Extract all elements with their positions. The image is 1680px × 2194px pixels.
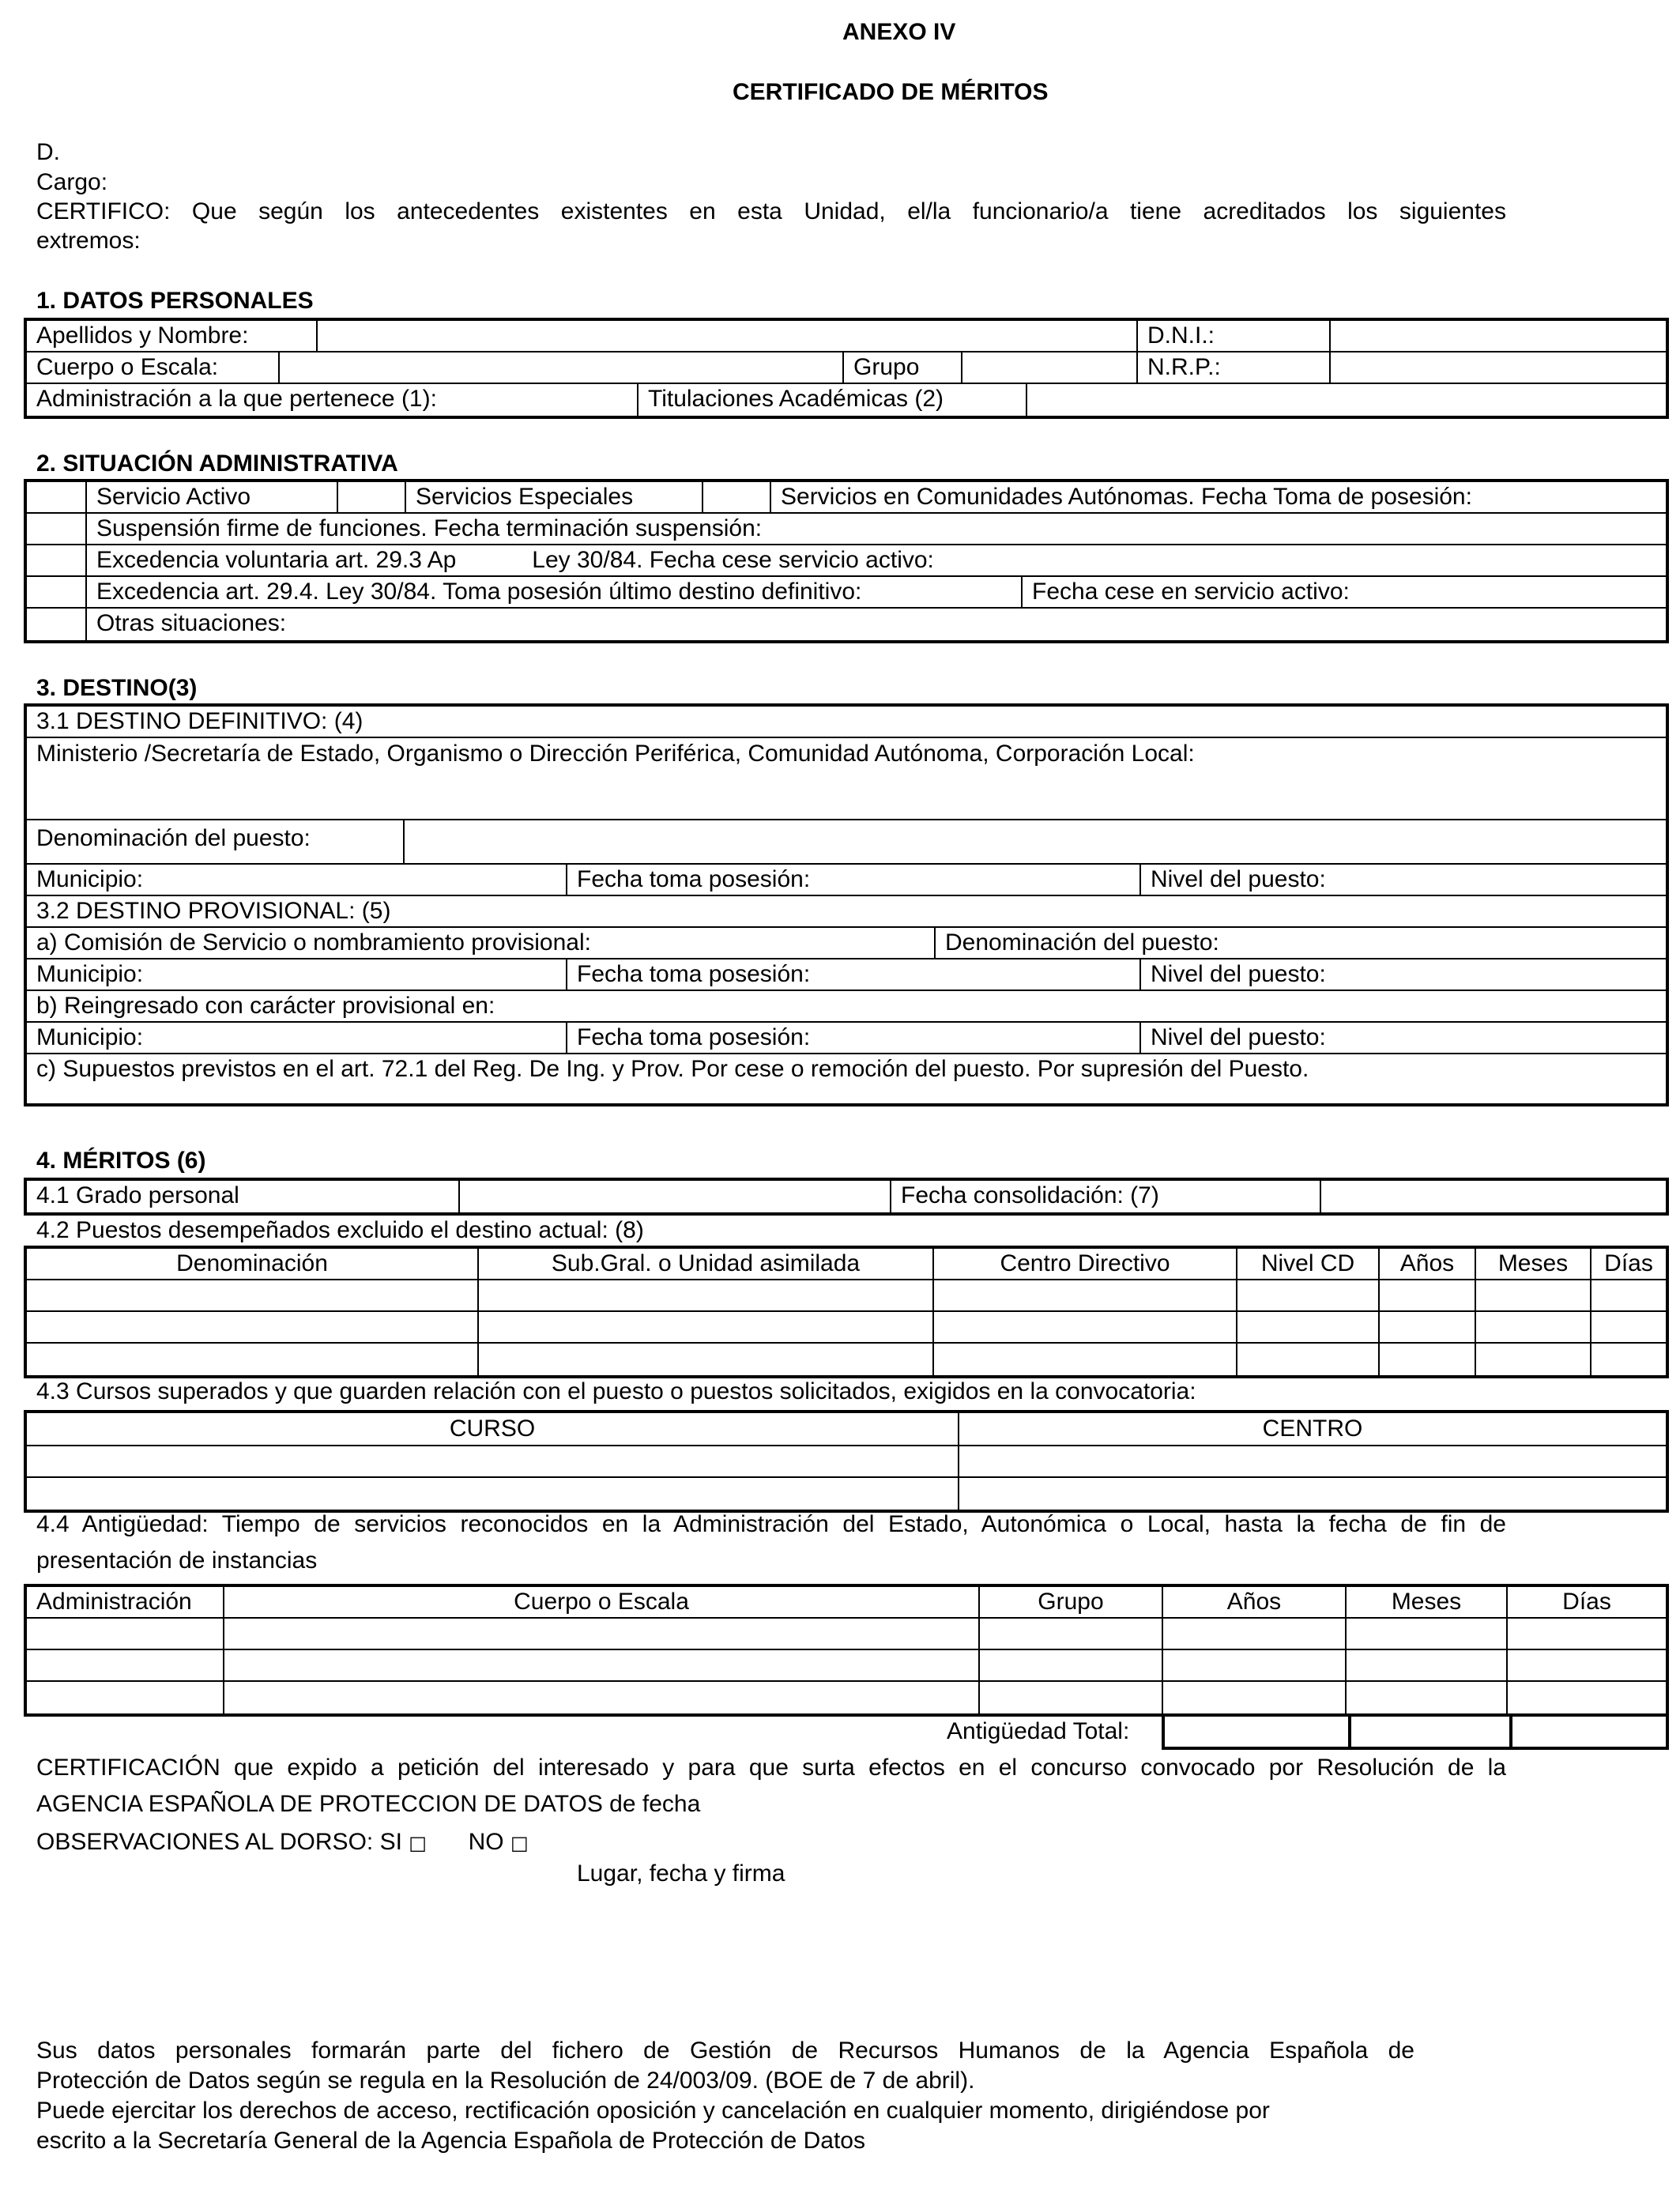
table-cell[interactable] (223, 1682, 978, 1713)
grado-personal-field[interactable] (458, 1181, 890, 1212)
table-cell[interactable] (27, 1478, 958, 1510)
table-cell[interactable] (1345, 1682, 1506, 1713)
column-header: Días (1506, 1587, 1666, 1617)
destino-table (24, 703, 1669, 1106)
fecha-cese-label: Fecha cese en servicio activo: (1021, 577, 1666, 607)
certificacion-text: CERTIFICACIÓN que expido a petición del interesado y para que surta efectos en el concurso convocado por Resolución de la (36, 1755, 1506, 1781)
table-cell[interactable] (1590, 1280, 1666, 1310)
table-cell[interactable] (1590, 1344, 1666, 1375)
puestos-desempenados-title: 4.2 Puestos desempeñados excluido el destino actual: (8) (36, 1217, 644, 1243)
fecha-consolidacion-field[interactable] (1320, 1181, 1666, 1212)
intro-certifico: CERTIFICO: Que según los antecedentes existentes en esta Unidad, el/la funcionario/a tiene acreditados los siguientes (36, 198, 1506, 224)
column-header: Grupo (978, 1587, 1162, 1617)
table-cell[interactable] (978, 1682, 1162, 1713)
fecha-toma-label: Fecha toma posesión: (566, 959, 1139, 990)
table-cell[interactable] (1378, 1344, 1475, 1375)
servicio-activo-label: Servicio Activo (85, 482, 337, 512)
servicios-ccaa-label: Servicios en Comunidades Autónomas. Fecha Toma de posesión: (770, 482, 1666, 512)
table-cell[interactable] (958, 1446, 1666, 1476)
section-3-heading: 3. DESTINO(3) (36, 675, 198, 701)
cuerpo-label: Cuerpo o Escala: (36, 354, 219, 380)
table-row (27, 1446, 1666, 1478)
column-header: Años (1162, 1587, 1345, 1617)
total-meses-field[interactable] (1348, 1717, 1512, 1747)
denominacion-definitivo-label: Denominación del puesto: (36, 825, 311, 851)
column-header: Años (1378, 1249, 1475, 1279)
table-cell[interactable] (1236, 1312, 1378, 1342)
servicio-activo-check[interactable] (27, 482, 85, 512)
excedencia-voluntaria-text-b: Ley 30/84. Fecha cese servicio activo: (532, 547, 934, 573)
observaciones-row (36, 1830, 529, 1854)
cursos-title: 4.3 Cursos superados y que guarden relación con el puesto o puestos solicitados, exigidos en la convocatoria: (36, 1378, 1196, 1404)
table-cell[interactable] (477, 1344, 932, 1375)
ministerio-label: Ministerio /Secretaría de Estado, Organismo o Dirección Periférica, Comunidad Autónoma, Corporación Local: (36, 741, 1195, 767)
nivel-puesto-label: Nivel del puesto: (1139, 865, 1666, 895)
table-cell[interactable] (1236, 1344, 1378, 1375)
municipio-label: Municipio: (36, 1024, 144, 1050)
table-cell[interactable] (1506, 1650, 1666, 1680)
table-cell[interactable] (932, 1280, 1236, 1310)
no-label: NO (468, 1829, 504, 1855)
destino-definitivo-label: 3.1 DESTINO DEFINITIVO: (4) (36, 708, 363, 734)
denominacion-definitivo-field[interactable] (403, 820, 1666, 863)
administracion-label: Administración a la que pertenece (1): (36, 386, 437, 412)
table-cell[interactable] (27, 1312, 477, 1342)
si-checkbox[interactable]: □ (409, 1832, 427, 1854)
table-cell[interactable] (477, 1280, 932, 1310)
puestos-desempenados-table (24, 1246, 1669, 1378)
certificacion-text-cont: AGENCIA ESPAÑOLA DE PROTECCION DE DATOS de fecha (36, 1791, 701, 1817)
excedencia-voluntaria-text-a: Excedencia voluntaria art. 29.3 Ap (96, 547, 457, 573)
fecha-toma-label: Fecha toma posesión: (566, 865, 1139, 895)
table-cell[interactable] (1345, 1619, 1506, 1649)
grupo-label: Grupo (842, 352, 961, 383)
table-cell[interactable] (1506, 1619, 1666, 1649)
column-header: Centro Directivo (932, 1249, 1236, 1279)
table-cell[interactable] (1475, 1312, 1590, 1342)
total-dias-field[interactable] (1509, 1717, 1666, 1747)
grupo-field[interactable] (961, 352, 1136, 383)
otras-situaciones-check[interactable] (27, 609, 85, 640)
excedencia-voluntaria-label (85, 545, 1666, 575)
reingresado-label: b) Reingresado con carácter provisional en: (36, 993, 495, 1019)
nivel-puesto-label: Nivel del puesto: (1139, 1023, 1666, 1053)
column-header: Denominación (176, 1250, 328, 1276)
table-header-row (27, 1413, 1666, 1446)
table-cell[interactable] (978, 1650, 1162, 1680)
table-cell[interactable] (1162, 1650, 1345, 1680)
table-cell[interactable] (27, 1446, 958, 1476)
situacion-administrativa-table (24, 479, 1669, 643)
cuerpo-field[interactable] (278, 352, 842, 383)
fecha-consolidacion-label: Fecha consolidación: (7) (890, 1181, 1320, 1212)
table-cell[interactable] (27, 1619, 223, 1649)
servicios-ccaa-check[interactable] (702, 482, 770, 512)
denominacion-provisional-label: Denominación del puesto: (934, 928, 1666, 958)
table-row (27, 1478, 1666, 1510)
table-cell[interactable] (1590, 1312, 1666, 1342)
antiguedad-total-label: Antigüedad Total: (947, 1718, 1130, 1744)
apellidos-label: Apellidos y Nombre: (36, 322, 249, 349)
intro-d: D. (36, 139, 60, 165)
supuestos-label: c) Supuestos previstos en el art. 72.1 del Reg. De Ing. y Prov. Por cese o remoción del puesto. Por supresión del Puesto. (36, 1056, 1309, 1082)
section-1-heading: 1. DATOS PERSONALES (36, 288, 314, 314)
servicios-especiales-check[interactable] (337, 482, 405, 512)
table-row (27, 1344, 1666, 1375)
antiguedad-title: 4.4 Antigüedad: Tiempo de servicios reconocidos en la Administración del Estado, Autonómica o Local, hasta la fecha de fin de (36, 1511, 1506, 1537)
total-anos-field[interactable] (1165, 1717, 1348, 1747)
antiguedad-table (24, 1584, 1669, 1717)
column-header: Nivel CD (1236, 1249, 1378, 1279)
column-header: Administración (36, 1589, 192, 1615)
table-row (27, 1280, 1666, 1312)
table-row (27, 1312, 1666, 1344)
section-2-heading: 2. SITUACIÓN ADMINISTRATIVA (36, 450, 398, 477)
column-header: Meses (1345, 1587, 1506, 1617)
column-header: Sub.Gral. o Unidad asimilada (477, 1249, 932, 1279)
dni-field[interactable] (1329, 321, 1666, 351)
municipio-label: Municipio: (36, 961, 144, 987)
table-cell[interactable] (1475, 1344, 1590, 1375)
privacy-line-2: Protección de Datos según se regula en la Resolución de 24/003/09. (BOE de 7 de abril). (36, 2068, 975, 2094)
table-cell[interactable] (223, 1619, 978, 1649)
datos-personales-table (24, 318, 1669, 419)
document-title: ANEXO IV (842, 19, 956, 45)
column-header: Cuerpo o Escala (223, 1587, 978, 1617)
table-cell[interactable] (27, 1344, 477, 1375)
table-row (27, 1682, 1666, 1713)
table-cell[interactable] (1475, 1280, 1590, 1310)
table-cell[interactable] (27, 1280, 477, 1310)
nrp-field[interactable] (1329, 352, 1666, 383)
lugar-fecha-firma: Lugar, fecha y firma (577, 1860, 785, 1887)
privacy-line-1: Sus datos personales formarán parte del fichero de Gestión de Recursos Humanos de la Agencia Española de (36, 2038, 1414, 2064)
titulaciones-field[interactable] (1026, 384, 1666, 416)
grado-personal-label: 4.1 Grado personal (36, 1182, 239, 1208)
column-header: Días (1590, 1249, 1666, 1279)
section-4-heading: 4. MÉRITOS (6) (36, 1148, 206, 1174)
no-checkbox[interactable]: □ (510, 1832, 529, 1854)
column-header: Meses (1475, 1249, 1590, 1279)
municipio-label: Municipio: (36, 866, 144, 892)
observaciones-label: OBSERVACIONES AL DORSO: SI (36, 1829, 402, 1855)
table-cell[interactable] (958, 1478, 1666, 1510)
table-header-row (27, 1587, 1666, 1619)
table-cell[interactable] (477, 1312, 932, 1342)
excedencia-voluntaria-check[interactable] (27, 545, 85, 575)
antiguedad-title-cont: presentación de instancias (36, 1547, 318, 1574)
table-cell[interactable] (1162, 1682, 1345, 1713)
document-subtitle: CERTIFICADO DE MÉRITOS (733, 79, 1049, 105)
intro-cargo: Cargo: (36, 169, 108, 195)
excedencia-294-label: Excedencia art. 29.4. Ley 30/84. Toma posesión último destino definitivo: (85, 577, 1021, 607)
table-cell[interactable] (1236, 1280, 1378, 1310)
antiguedad-total-fields (1162, 1713, 1669, 1750)
column-header: CENTRO (958, 1413, 1666, 1445)
excedencia-294-check[interactable] (27, 577, 85, 607)
table-row (27, 1650, 1666, 1682)
dni-label: D.N.I.: (1136, 321, 1329, 351)
table-cell[interactable] (27, 1682, 223, 1713)
nivel-puesto-label: Nivel del puesto: (1139, 959, 1666, 990)
destino-provisional-label: 3.2 DESTINO PROVISIONAL: (5) (36, 898, 391, 924)
table-header-row (27, 1249, 1666, 1280)
comision-servicio-label: a) Comisión de Servicio o nombramiento provisional: (36, 929, 591, 956)
table-cell[interactable] (932, 1344, 1236, 1375)
grado-personal-table (24, 1178, 1669, 1216)
table-cell[interactable] (1345, 1650, 1506, 1680)
otras-situaciones-label: Otras situaciones: (85, 609, 1666, 640)
cursos-table (24, 1410, 1669, 1513)
servicios-especiales-label: Servicios Especiales (405, 482, 702, 512)
table-cell[interactable] (978, 1619, 1162, 1649)
table-cell[interactable] (1378, 1312, 1475, 1342)
table-cell[interactable] (223, 1650, 978, 1680)
suspension-check[interactable] (27, 514, 85, 544)
titulaciones-label: Titulaciones Académicas (2) (637, 384, 1026, 416)
column-header: CURSO (449, 1416, 536, 1442)
privacy-line-4: escrito a la Secretaría General de la Agencia Española de Protección de Datos (36, 2128, 865, 2154)
table-cell[interactable] (1378, 1280, 1475, 1310)
intro-certifico-cont: extremos: (36, 228, 141, 254)
suspension-label: Suspensión firme de funciones. Fecha terminación suspensión: (85, 514, 1666, 544)
table-cell[interactable] (1162, 1619, 1345, 1649)
table-cell[interactable] (932, 1312, 1236, 1342)
table-cell[interactable] (27, 1650, 223, 1680)
apellidos-field[interactable] (316, 321, 1136, 351)
table-row (27, 1619, 1666, 1650)
privacy-line-3: Puede ejercitar los derechos de acceso, rectificación oposición y cancelación en cualquier momento, dirigiéndose por (36, 2098, 1270, 2124)
nrp-label: N.R.P.: (1136, 352, 1329, 383)
fecha-toma-label: Fecha toma posesión: (566, 1023, 1139, 1053)
table-cell[interactable] (1506, 1682, 1666, 1713)
